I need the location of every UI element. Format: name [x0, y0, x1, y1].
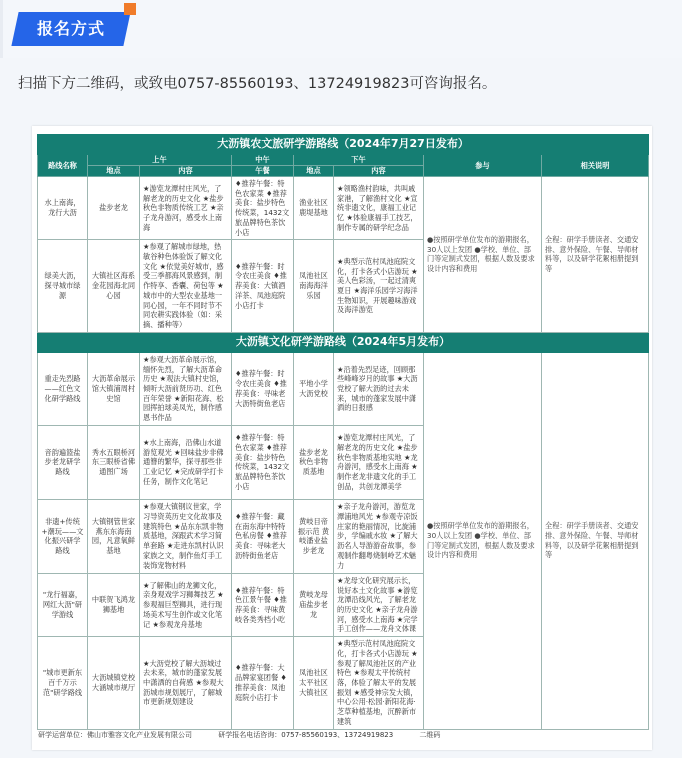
header-am-content: 内容 — [140, 166, 232, 177]
phone-text: 研学报名电话咨询：0757-85560193、13724919823 — [218, 731, 394, 739]
header-noon: 中午 — [232, 155, 294, 166]
header-route: 路线名称 — [38, 155, 88, 177]
route-name: 绿美大沥，探寻城市绿源 — [38, 240, 88, 332]
pm-content: ★典型示范村凤池庭院文化，打卡各式小店游玩 ★参观了解凤池社区的产业特色 ★参观太平传统村落，体验了解太平的发展振划 ★感受神宗发大镇，中心公用·松园·新阳花海·芝草种植基地，沉醉新市建筑 — [334, 637, 424, 729]
am-content: ★游览龙潭村庄风光，了解老龙的历史文化 ★盐步秋色非物质传统工艺 ★亲子龙舟游河，感受水上南海 — [140, 177, 232, 240]
pm-location: 平地小学大沥党校 — [294, 352, 334, 425]
route-poster-image — [32, 126, 652, 750]
am-location: 中联贺飞鸿龙狮基地 — [88, 573, 140, 636]
pm-location: 盐步老龙秋色非物质基地 — [294, 425, 334, 499]
table2-title: 大沥镇文化研学游路线（2024年5月发布） — [38, 332, 649, 352]
poster-footer — [38, 730, 464, 740]
am-location: 秀水五眼桥河东三眼桥省佛通图广场 — [88, 425, 140, 499]
section-title: 报名方式 — [36, 19, 105, 38]
pm-location: 凤池社区太平社区大镇社区 — [294, 637, 334, 729]
notes-info: 全程：研学手册读者、交通安排、意外保险、午餐、导师材料等，以及研学花絮相册提到等 — [542, 177, 649, 333]
pm-location: 黄岐龙母庙盐步老龙 — [294, 573, 334, 636]
lunch: ♦推荐午餐：时令农庄美食 ♦推荐美食：寻味老大沥特街鱼老店 — [232, 352, 294, 425]
header-morning: 上午 — [88, 155, 232, 166]
header-participate: 参与 — [424, 155, 542, 177]
table-row — [38, 352, 649, 425]
operator-text: 研学运营单位：佛山市雅容文化产业发展有限公司 — [38, 731, 192, 739]
am-location: 盐步老龙 — [88, 177, 140, 240]
lunch: ♦推荐午餐：特色农家菜 ♦推荐美食：盐步特色传统菜，1432文旅品牌特色茶饮小店 — [232, 177, 294, 240]
pm-location: 凤池社区南海海洋乐园 — [294, 240, 334, 332]
header-am-location: 地点 — [88, 166, 140, 177]
header-pm-content: 内容 — [334, 166, 424, 177]
lunch: ♦推荐午餐：大品牌家宴团餐 ♦推荐美食：凤池庭院小店打卡 — [232, 637, 294, 729]
am-location: 大沥城镇党校大涵城市规厅 — [88, 637, 140, 729]
lunch: ♦推荐午餐：特色江景午餐 ♦推荐美食：寻味黄岐各类秀档小吃 — [232, 573, 294, 636]
pm-location: 黄岐目帝振示范 黄岐潘业盐步老龙 — [294, 499, 334, 573]
contact-text: 扫描下方二维码，或致电0757-85560193、13724919823可咨询报名。 — [18, 76, 497, 92]
notes-info: 全程：研学手册读者、交通安排、意外保险、午餐、导师材料等，以及研学花絮相册提到等 — [542, 352, 649, 729]
pm-content: ★沿着先烈足迹，回顾那些峰峰岁月的故事 ★大沥党校了解大沥的过去未来，城市的蓬家发展中潇洒的日报感 — [334, 352, 424, 425]
qr-label: 二维码 — [419, 731, 441, 739]
pm-content: ★游览龙潭村庄风光，了解老龙的历史文化 ★盐步秋色非物质基地实地 ★龙舟游河，感受水上南海 ★制作老龙非遗文化的手工创品，共创龙潭美学 — [334, 425, 424, 499]
am-location: 大镇社区海系金花园海北同心园 — [88, 240, 140, 332]
pm-location: 渔业社区鹿堤基地 — [294, 177, 334, 240]
am-location: 大镇钢管世家燕东东海南园，凡意氧鲜基地 — [88, 499, 140, 573]
table-row — [38, 177, 649, 240]
header-pm-location: 地点 — [294, 166, 334, 177]
participate-info: ●按照研学单位发布的游期报名，30人以上发团 ●学校、单位、部门等定制式发团，根据人数及要求设计内容和费用 — [424, 177, 542, 333]
route-name: "城市更新东百千万示范"研学路线 — [38, 637, 88, 729]
am-content: ★参观大沥革命展示馆，缅怀先烈，了解大沥革命历史 ★观法大镇村史馆，倾听大沥前贤历功、红色百年荣誉 ★新阳花海、松园挥拍球美凤光，制作感恩书作品 — [140, 352, 232, 425]
route-name: "龙行福嘉，网红大沥"研学游线 — [38, 573, 88, 636]
lunch: ♦推荐午餐：时令农庄美食 ♦推荐美食：大镇酒洋茶、凤池庭院小店打卡 — [232, 240, 294, 332]
lunch: ♦推荐午餐：藏在南东海中特特色私房餐 ♦推荐美食：寻味老大沥特街鱼老店 — [232, 499, 294, 573]
route-name: 重走先烈路——红色文化研学路线 — [38, 352, 88, 425]
route-table — [37, 134, 649, 730]
route-name: 非遗+传统+潮玩——文化振兴研学路线 — [38, 499, 88, 573]
route-name: 音韵遍篮盐步老龙研学路线 — [38, 425, 88, 499]
header-afternoon: 下午 — [294, 155, 424, 166]
header-notes: 相关说明 — [542, 155, 649, 177]
am-content: ★大沥党校了解大沥城过去未来，城市的蓬家发展中潇洒的自荷感 ★参观大沥城市规划展厅，了解城市更新规划建设 — [140, 637, 232, 729]
lunch: ♦推荐午餐：特色农家菜 ♦推荐美食：盐步特色传统菜，1432文旅品牌特色茶饮小店 — [232, 425, 294, 499]
am-content: ★了解佛山的龙狮文化，亲身观戏学习狮舞技艺 ★参观福巨型狮具，进行现场美术写生创作或文化笔记 ★参观龙舟基地 — [140, 573, 232, 636]
pm-content: ★龙母文化研究展示长，说好本土文化故事 ★游览龙潭沿线风光，了解老龙的历史文化 ★亲子龙舟游河，感受水上南海 ★完学手工创作——龙舟文体课 — [334, 573, 424, 636]
header-lunch: 午餐 — [232, 166, 294, 177]
am-content: ★水上南海，沿佛山水道游览观光 ★回味盐步非佛通簪的繁华，探寻那些非工业记忆 ★完成研学打卡任务，制作文化笔记 — [140, 425, 232, 499]
am-content: ★参观了解城市绿地，热敏谷种色体验饭了解文化文化 ★依觉美好城市，感受三季都海风景感到，制作特享、香囊、荷包等 ★城市中的大型农业基地一同心园，一年不同时节不同农耕实践体验（如：采摘、播种等） — [140, 240, 232, 332]
participate-info: ●按照研学单位发布的游期报名，30人以上发团 ●学校、单位、部门等定制式发团，根据人数及要求设计内容和费用 — [424, 352, 542, 729]
pm-content: ★领略渔村韵味，共叫戚家港，了解渔村文化 ★宣统非遗文化，康福工业记忆 ★体验康福手工技艺，制作专属的研学纪念品 — [334, 177, 424, 240]
pm-content: ★亲子龙舟游河，游览龙潭浦地风光 ★参观寺凉饭庄家的艳丽情况，比旋浦步，学编戚水妆 ★了解大沥名人导游游奋故事，参观制作翻粤烧制岭艺术魅力 — [334, 499, 424, 573]
am-location: 大沥革命展示馆大镇浦周村史馆 — [88, 352, 140, 425]
section-header — [0, 0, 682, 58]
route-name: 水上南海，龙行大沥 — [38, 177, 88, 240]
am-content: ★参观大镇钢议世家，学习导资英历史文化故事及建筑特色 ★品东东凯非物质基地，深跟武术学习简单套路 ★走进东凯村认识家族之文，制作鱼灯手工装饰宠物材料 — [140, 499, 232, 573]
pm-content: ★典型示范村凤池庭院文化，打卡各式小店游玩 ★美人色彩汤，一起过清爽夏日 ★海洋乐园学习海洋生物知识，开展趣味游戏及海洋游览 — [334, 240, 424, 332]
table1-title: 大沥镇农文旅研学游路线（2024年7月27日发布） — [38, 135, 649, 155]
